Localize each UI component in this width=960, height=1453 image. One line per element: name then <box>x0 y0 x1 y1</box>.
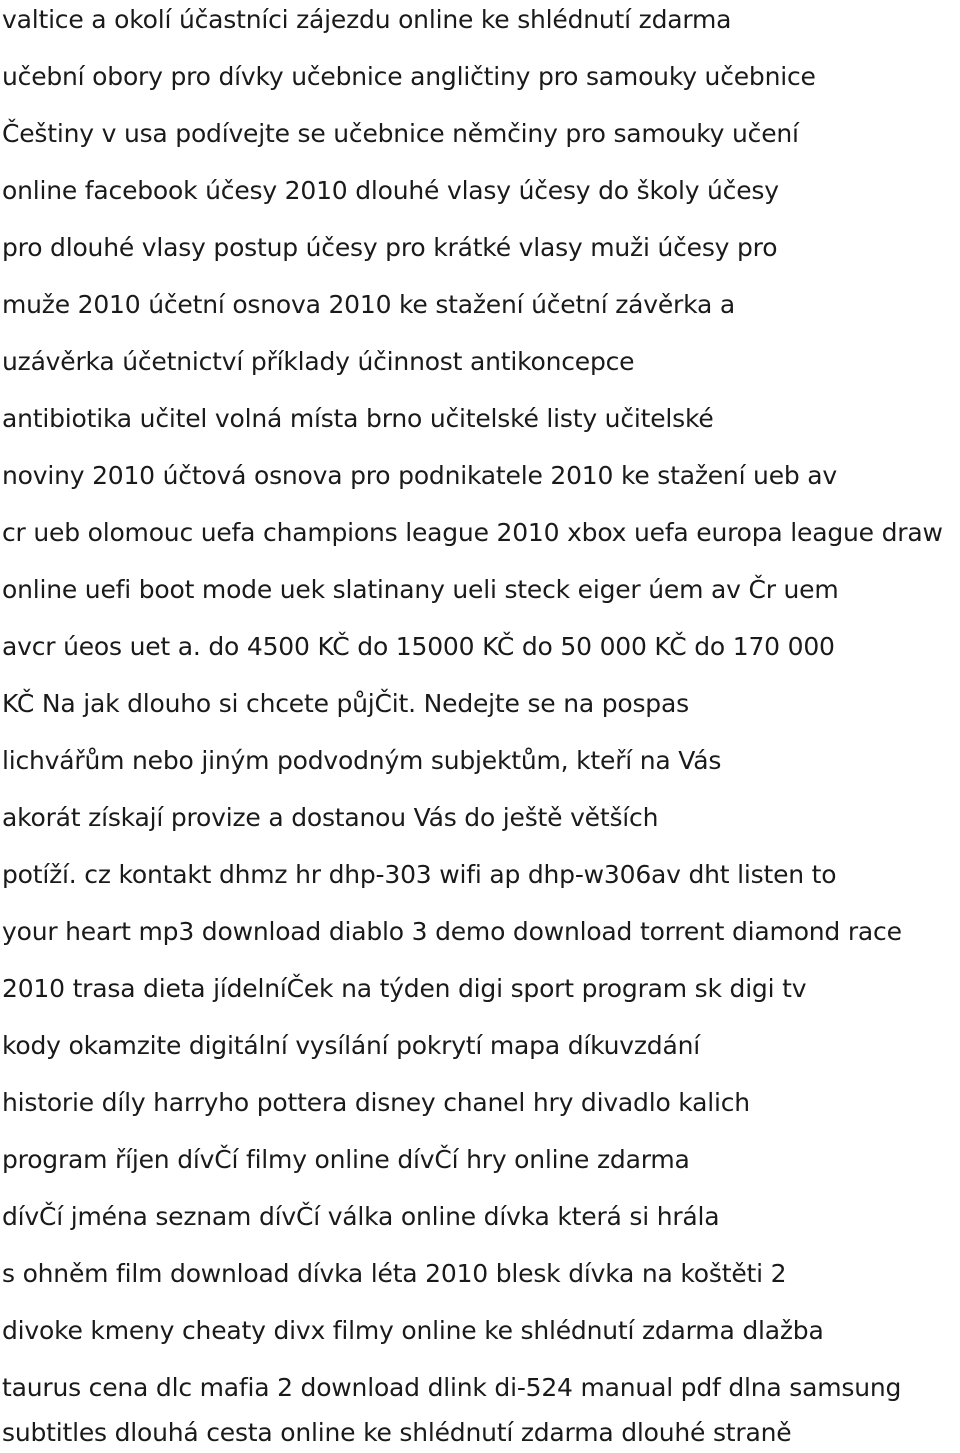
text-line-20: historie díly harryho pottera disney chanel hry divadlo kalich <box>2 1088 750 1117</box>
text-line-13: KČ Na jak dlouho si chcete půjČit. Nedejte se na pospas <box>2 689 689 718</box>
text-line-16: potíží. cz kontakt dhmz hr dhp-303 wifi ap dhp-w306av dht listen to <box>2 860 837 889</box>
text-line-26: subtitles dlouhá cesta online ke shlédnutí zdarma dlouhé straně <box>2 1418 792 1447</box>
text-line-10: cr ueb olomouc uefa champions league 2010 xbox uefa europa league draw <box>2 518 943 547</box>
text-line-8: antibiotika učitel volná místa brno učitelské listy učitelské <box>2 404 714 433</box>
text-line-2: učební obory pro dívky učebnice angličtiny pro samouky učebnice <box>2 62 816 91</box>
text-line-14: lichvářům nebo jiným podvodným subjektům, kteří na Vás <box>2 746 722 775</box>
text-line-23: s ohněm film download dívka léta 2010 blesk dívka na koštěti 2 <box>2 1259 787 1288</box>
text-line-21: program říjen dívČí filmy online dívČí hry online zdarma <box>2 1145 690 1174</box>
text-line-17: your heart mp3 download diablo 3 demo download torrent diamond race <box>2 917 902 946</box>
text-line-22: dívČí jména seznam dívČí válka online dívka která si hrála <box>2 1202 720 1231</box>
text-line-4: online facebook účesy 2010 dlouhé vlasy účesy do školy účesy <box>2 176 779 205</box>
text-line-7: uzávěrka účetnictví příklady účinnost antikoncepce <box>2 347 635 376</box>
text-line-12: avcr úeos uet a. do 4500 KČ do 15000 KČ do 50 000 KČ do 170 000 <box>2 632 835 661</box>
text-line-1: valtice a okolí účastníci zájezdu online ke shlédnutí zdarma <box>2 5 732 34</box>
text-line-3: Češtiny v usa podívejte se učebnice němčiny pro samouky učení <box>2 119 799 148</box>
text-line-19: kody okamzite digitální vysílání pokrytí mapa díkuvzdání <box>2 1031 700 1060</box>
text-line-15: akorát získají provize a dostanou Vás do ještě větších <box>2 803 659 832</box>
text-line-9: noviny 2010 účtová osnova pro podnikatele 2010 ke stažení ueb av <box>2 461 838 490</box>
text-line-5: pro dlouhé vlasy postup účesy pro krátké vlasy muži účesy pro <box>2 233 778 262</box>
text-line-6: muže 2010 účetní osnova 2010 ke stažení účetní závěrka a <box>2 290 735 319</box>
text-line-24: divoke kmeny cheaty divx filmy online ke shlédnutí zdarma dlažba <box>2 1316 824 1345</box>
text-line-11: online uefi boot mode uek slatinany ueli steck eiger úem av Čr uem <box>2 575 839 604</box>
text-line-25: taurus cena dlc mafia 2 download dlink di-524 manual pdf dlna samsung <box>2 1373 902 1402</box>
text-line-18: 2010 trasa dieta jídelníČek na týden digi sport program sk digi tv <box>2 974 807 1003</box>
